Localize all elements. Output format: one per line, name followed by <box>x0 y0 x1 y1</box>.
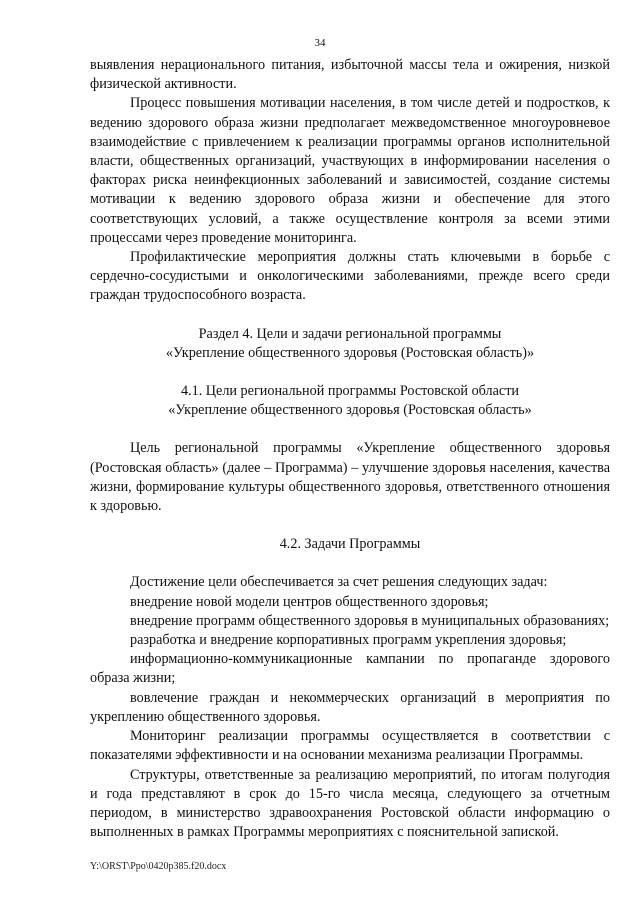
footer-file-path: Y:\ORST\Ppo\0420p385.f20.docx <box>90 861 227 872</box>
document-body <box>90 56 610 842</box>
subheading-tasks: 4.2. Задачи Программы <box>279 536 421 553</box>
paragraph-continuation: выявления нерационального питания, избыточной массы тела и ожирения, низкой физической активности. <box>90 57 610 93</box>
paragraph-prevention: Профилактические мероприятия должны стать ключевыми в борьбе с сердечно-сосудистыми и онкологическими заболеваниями, прежде всего среди граждан трудоспособного возраста. <box>90 249 610 304</box>
task-item: внедрение программ общественного здоровья в муниципальных образованиях; <box>130 612 610 629</box>
paragraph-monitoring: Мониторинг реализации программы осуществляется в соответствии с показателями эффективности и на основании механизма реализации Программы. <box>90 728 610 764</box>
section-heading-line1: Раздел 4. Цели и задачи региональной программы <box>198 325 502 342</box>
paragraph-reporting: Структуры, ответственные за реализацию мероприятий, по итогам полугодия и года представляют в срок до 15-го числа месяца, следующего за отчетным периодом, в министерство здравоохранения Ростовской области информацию о выполненных в рамках Программы мероприятиях с пояснительной запиской. <box>90 766 610 841</box>
task-item: разработка и внедрение корпоративных программ укрепления здоровья; <box>130 632 567 649</box>
page-number: 34 <box>314 37 326 49</box>
subheading-goals-line1: 4.1. Цели региональной программы Ростовской области <box>180 383 520 400</box>
paragraph-goal: Цель региональной программы «Укрепление общественного здоровья (Ростовская область» (далее – Программа) – улучшение здоровья населения, качества жизни, формирование культуры общественного здоровья, ответственного отношения к здоровью. <box>90 440 610 515</box>
task-item: вовлечение граждан и некоммерческих организаций в мероприятия по укреплению общественного здоровья. <box>90 689 610 725</box>
paragraph-motivation: Процесс повышения мотивации населения, в том числе детей и подростков, к ведению здорового образа жизни предполагает межведомственное многоуровневое взаимодействие с привлечением к реализации программы органов исполнительной власти, общественных организаций, участвующих в информировании населения о факторах риска неинфекционных заболеваний и зависимостей, создание системы мотивации к ведению здорового образа жизни и обеспечение для этого соответствующих условий, а также осуществление контроля за всеми этими процессами через проведение мониторинга. <box>90 95 610 246</box>
task-item: информационно-коммуникационные кампании по пропаганде здорового образа жизни; <box>90 651 610 687</box>
subheading-goals-line2: «Укрепление общественного здоровья (Ростовская область» <box>168 402 532 419</box>
paragraph-tasks-intro: Достижение цели обеспечивается за счет решения следующих задач: <box>130 574 548 591</box>
section-heading-line2: «Укрепление общественного здоровья (Ростовская область)» <box>165 344 535 361</box>
task-item: внедрение новой модели центров общественного здоровья; <box>130 593 489 610</box>
